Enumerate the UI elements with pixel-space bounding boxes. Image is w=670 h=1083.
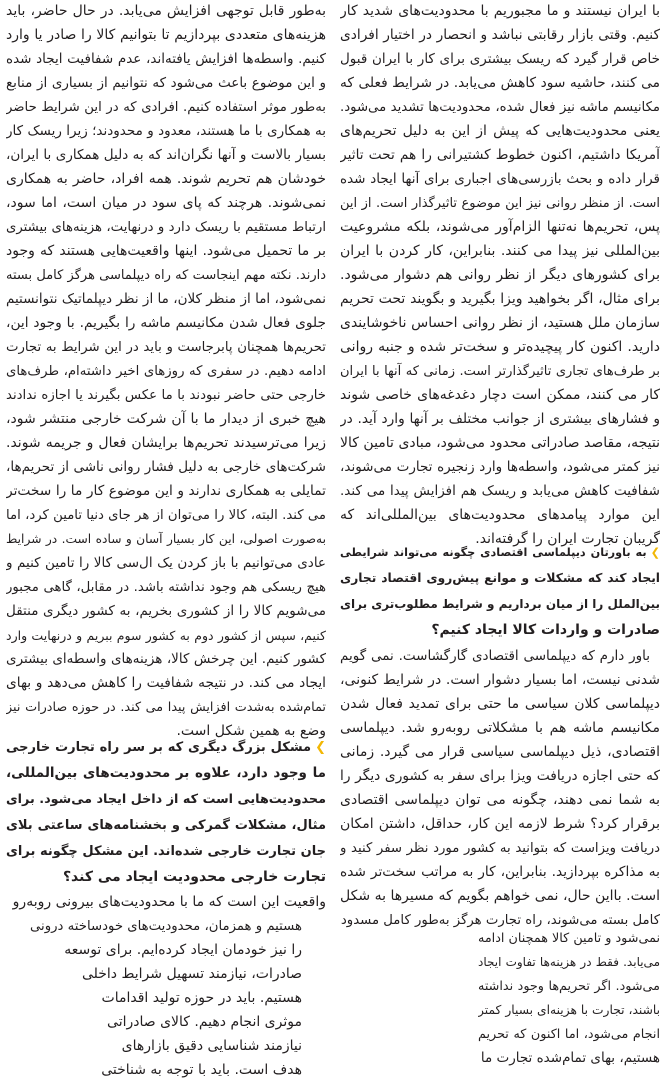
text-line xyxy=(6,735,326,761)
text-line: انجام می‌شود، اما اکنون که تحریم xyxy=(478,1027,660,1042)
text-line: می‌شویم کالا را از کشوری بخریم، به کشور دیگری منتقل xyxy=(6,603,326,619)
text-line: مثال، مشکلات گمرکی و بخشنامه‌های ساعتی بلای xyxy=(6,818,326,833)
text-line: دیپلماسی کلان سیاسی ما حتی برای تمدید فعال شدن xyxy=(340,696,660,712)
chevron-left-icon: ❯ xyxy=(650,546,660,559)
text-line: شفافیت کاهش می‌یابد و ریسک هم افزایش پیدا می کند. xyxy=(340,483,660,499)
text-line: دارند. نکته مهم اینجاست که راه دیپلماسی هرگز کامل بسته xyxy=(6,268,326,283)
text-line: بر طرف‌های تجاری تاثیرگذارتر است. زمانی که آنها با ایران xyxy=(340,364,660,379)
chevron-left-icon: ❯ xyxy=(315,740,326,755)
text-line: صادرات، نیازمند تسهیل شرایط داخلی xyxy=(81,965,302,982)
text-line: کنیم، سپس از کشور دوم به کشور سوم ببریم و درنهایت وارد xyxy=(6,628,326,643)
text-line: می‌یابد. فقط در هزینه‌ها تفاوت ایجاد xyxy=(478,955,660,969)
text-line: این موارد پیامدهای محدودیت‌های بین‌المللی‌اند که xyxy=(340,507,660,523)
text-line: دریافت ویزاست که بتوانید به کشور مورد نظر سفر کنید و xyxy=(340,841,660,856)
text-line: کشور کنیم. این چرخش کالا، هزینه‌های واسطه‌ای بیشتری xyxy=(6,651,326,667)
text-line: موثری انجام دهیم. کالای صادراتی xyxy=(107,1013,302,1030)
text-line: می کنند، حاشیه سود کاهش می‌یابد. در شرایط فعلی که xyxy=(340,75,660,91)
text-line: ما وجود دارد، علاوه بر محدودیت‌های بین‌المللی، xyxy=(6,765,326,781)
text-line: خارجی حتی حاضر نبودند با ما عکس بگیرند یا اجازه ندادند xyxy=(6,388,326,403)
text-line: است. از منظر روانی نیز این موضوع تاثیرگذار است. از این xyxy=(340,196,660,211)
text-line: زیرا می‌ترسیدند تحریم‌ها برایشان فعال و جریمه شوند. xyxy=(6,435,326,451)
text-line: جلوی فعال شدن مکانیسم ماشه را بگیریم. با وجود این، xyxy=(6,315,326,331)
text-line: وضع به همین شکل است. xyxy=(176,723,326,739)
text-line: به‌طور موثر استفاده کنیم. افرادی که در این شرایط حاضر xyxy=(6,100,326,115)
text-line: هستیم. باید در حوزه تولید اقدامات xyxy=(101,989,302,1006)
text-line: برای کشورهای دیگر از نظر روانی هم دشوار می‌شود. xyxy=(340,267,660,283)
text-line: هزینه‌های متعددی بپردازیم تا بتوانیم کالا را صادر یا وارد xyxy=(6,27,326,43)
question-text: مشکل بزرگ دیگری که بر سر راه تجارت خارجی xyxy=(6,740,312,755)
text-line: اقتصادی، ذیل دیپلماسی سیاسی قرار می گیرد. زمانی xyxy=(340,744,660,760)
text-line: تحریم‌ها همچنان پابرجاست و باید در این شرایط به تجارت xyxy=(6,340,326,355)
text-line: واقعیت این است که ما با محدودیت‌های بیرونی روبه‌رو xyxy=(12,894,326,910)
left-column-answer-wrapped xyxy=(30,915,302,1083)
text-line: بسیار بالاست و آنها نگران‌اند که به دلیل همکاری با ایران، xyxy=(6,147,326,163)
text-line: گریبان تجارت ایران را گرفته‌اند. xyxy=(475,531,660,547)
text-line: به شما نمی دهند، چگونه می توان دیپلماسی اقتصادی xyxy=(340,792,660,808)
text-line: نتیجه، مقاصد صادراتی محدود می‌شود، مبادی تامین کالا xyxy=(340,435,660,451)
text-line: کنیم. وقتی بازار رقابتی نباشد و انحصار در اختیار افرادی xyxy=(340,27,660,43)
text-line: نیز کمتر می‌شود، واسطه‌ها وارد زنجیره تجارت می‌شوند، xyxy=(340,459,660,475)
text-line: هیچ خبری از دیدار ما با آن شرکت خارجی منتشر شود، xyxy=(6,411,326,427)
right-column-body xyxy=(340,0,660,552)
left-column-question xyxy=(6,735,326,891)
text-line: به‌صورت اصولی، این کار بسیار آسان و ساده است. در شرایط xyxy=(6,532,326,546)
text-line: کامل بسته می‌شوند، راه تجارت هرگز به‌طور کامل مسدود xyxy=(340,913,660,928)
text-line xyxy=(340,540,660,566)
text-line: است. بااین حال، نمی خواهم بگویم که مسیرها به شکل xyxy=(340,888,660,904)
text-line: ایجاد می کند. در نتیجه شفافیت را کاهش می‌دهد و بهای xyxy=(6,675,326,691)
text-line: به‌طور قابل توجهی افزایش می‌یابد. در حال حاضر، باید xyxy=(6,3,326,19)
text-line: دارید. اکنون کار پیچیده‌تر و سخت‌تر شده و جنبه روانی xyxy=(340,339,660,355)
text-line: آمریکا داشتیم، اکنون خطوط کشتیرانی را هم تحت تاثیر xyxy=(340,147,660,163)
text-line: نمی‌شوند. هرچند که پای سود در میان است، اما سود، xyxy=(6,195,326,211)
text-line: محدودیت‌هایی است که از داخل ایجاد می‌شود. برای xyxy=(6,792,326,807)
text-line: سازمان ملل هستید، از نظر روانی احساس ناخوشایندی xyxy=(340,315,660,331)
text-line: قرار داده و بحث بازرسی‌های اجباری برای آنها ایجاد شده xyxy=(340,171,660,187)
left-column-body xyxy=(6,0,326,744)
text-line: تمایلی به همکاری ندارند و این موضوع کار ما را سخت‌تر xyxy=(6,483,326,499)
text-line: مکانیسم ماشه نیز فعال شده، محدودیت‌ها تشدید می‌شود. xyxy=(340,100,660,115)
text-line: و فشارهای بیشتری از جوانب مختلف بر آنها وارد آید. در xyxy=(340,411,660,427)
text-line: هدف است. باید با توجه به شناختی xyxy=(101,1061,302,1078)
text-line: که حتی اجازه دریافت ویزا برای سفر به کشوری دیگر را xyxy=(340,768,660,784)
text-line: باشند، تجارت با هزینه‌ای بسیار کمتر xyxy=(478,1003,660,1017)
text-line: بین‌الملل را از میان برداریم و شرایط مطلوب‌تری برای xyxy=(340,597,660,611)
text-line: می‌شود. اگر تحریم‌ها وجود نداشته xyxy=(478,979,660,994)
text-line: می کند. البته، کالا را می‌توان از هر جای دنیا تامین کرد، اما xyxy=(6,508,326,523)
text-line: خاص قرار گیرد که ریسک بیشتری برای کار با ایران قبول xyxy=(340,51,660,67)
text-line: عادی می‌توانیم با باز کردن یک ال‌سی کالا را تامین کنیم و xyxy=(6,555,326,571)
left-column-answer xyxy=(6,891,326,915)
text-line: خودشان هم تحریم شوند. همه افراد، حاضر به همکاری xyxy=(6,171,326,187)
text-line: هستیم و همزمان، محدودیت‌های خودساخته درونی xyxy=(30,918,302,934)
text-line: باور دارم که دیپلماسی اقتصادی گارگشاست. نمی گویم xyxy=(340,648,650,664)
text-line: جان تجارت خارجی شده‌اند. این مشکل چگونه برای xyxy=(6,844,326,859)
text-line: بین‌المللی نیز پیدا می کنند. بنابراین، کار کردن با ایران xyxy=(340,243,660,259)
right-column-question xyxy=(340,540,660,644)
text-line: به همکاری با ما هستند، معدود و محدودند؛ زیرا ریسک کار xyxy=(6,123,326,139)
question-text: به باورتان دیپلماسی اقتصادی چگونه می‌تواند شرایطی xyxy=(340,546,647,559)
text-line: هستیم، بهای تمام‌شده تجارت ما xyxy=(480,1050,660,1066)
right-column-answer xyxy=(340,645,660,933)
text-line: نمی‌شود و تامین کالا همچنان ادامه xyxy=(478,931,660,946)
text-line: شرکت‌های خارجی به دلیل فشار روانی ناشی از تحریم‌ها، xyxy=(6,459,326,475)
text-line: با ایران نیستند و ما مجبوریم با محدودیت‌های شدید کار xyxy=(340,3,660,19)
text-line: هیچ ریسکی هم وجود نداشته باشد. در مقابل، گاهی مجبور xyxy=(6,580,326,595)
text-line: تجارت خارجی محدودیت ایجاد می کند؟ xyxy=(62,869,326,885)
text-line: مکانیسم ماشه هم با مشکلاتی روبه‌رو شد. دیپلماسی xyxy=(340,720,660,736)
text-line: ایجاد کند که مشکلات و موانع پیش‌روی اقتصاد تجاری xyxy=(340,571,660,585)
text-line: کار می کنند، ممکن است دچار دغدغه‌های خاصی شوند xyxy=(340,387,660,403)
text-line: برای مثال، اگر بخواهید ویزا بگیرید و بگویند تحت تحریم xyxy=(340,291,660,307)
text-line: بر ما تحمیل می‌شود. اینها واقعیت‌هایی هستند که وجود xyxy=(6,243,326,259)
text-line: یعنی محدودیت‌هایی که پیش از این به دلیل تحریم‌های xyxy=(340,123,660,139)
text-line: صادرات و واردات کالا ایجاد کنیم؟ xyxy=(431,622,660,638)
text-line: برقرار کرد؟ شرط لازمه این کار، حداقل، داشتن امکان xyxy=(340,816,660,832)
right-column-answer-wrapped xyxy=(478,927,660,1071)
text-line: نیازمند شناسایی دقیق بازارهای xyxy=(121,1037,302,1054)
text-line: شدنی نیست، اما بسیار دشوار است. در شرایط کنونی، xyxy=(340,672,660,688)
text-line: کنیم. واسطه‌ها افزایش یافته‌اند، عدم شفافیت ایجاد شده xyxy=(6,51,326,67)
text-line: ارتباط مستقیم با ریسک دارد و درنهایت، هزینه‌های بیشتری xyxy=(6,220,326,235)
text-line: نمی‌شود، اما از منظر کلان، ما از نظر دیپلماتیک نتوانستیم xyxy=(6,291,326,307)
text-line: را نیز خودمان ایجاد کرده‌ایم. برای توسعه xyxy=(64,941,302,958)
text-line: ادامه دهیم. در سفری که روزهای اخیر داشته‌ام، طرف‌های xyxy=(6,364,326,379)
text-line: پس، تحریم‌ها نه‌تنها الزام‌آور می‌شوند، بلکه مشروعیت xyxy=(340,219,660,235)
text-line: و این موضوع باعث می‌شود که نتوانیم از بسیاری از منابع xyxy=(6,75,326,91)
text-line: تمام‌شده به‌شدت افزایش پیدا می کند. در حوزه صادرات نیز xyxy=(6,700,326,715)
text-line: به مذاکره بپردازید. بنابراین، کار به مراتب سخت‌تر شده xyxy=(340,864,660,880)
